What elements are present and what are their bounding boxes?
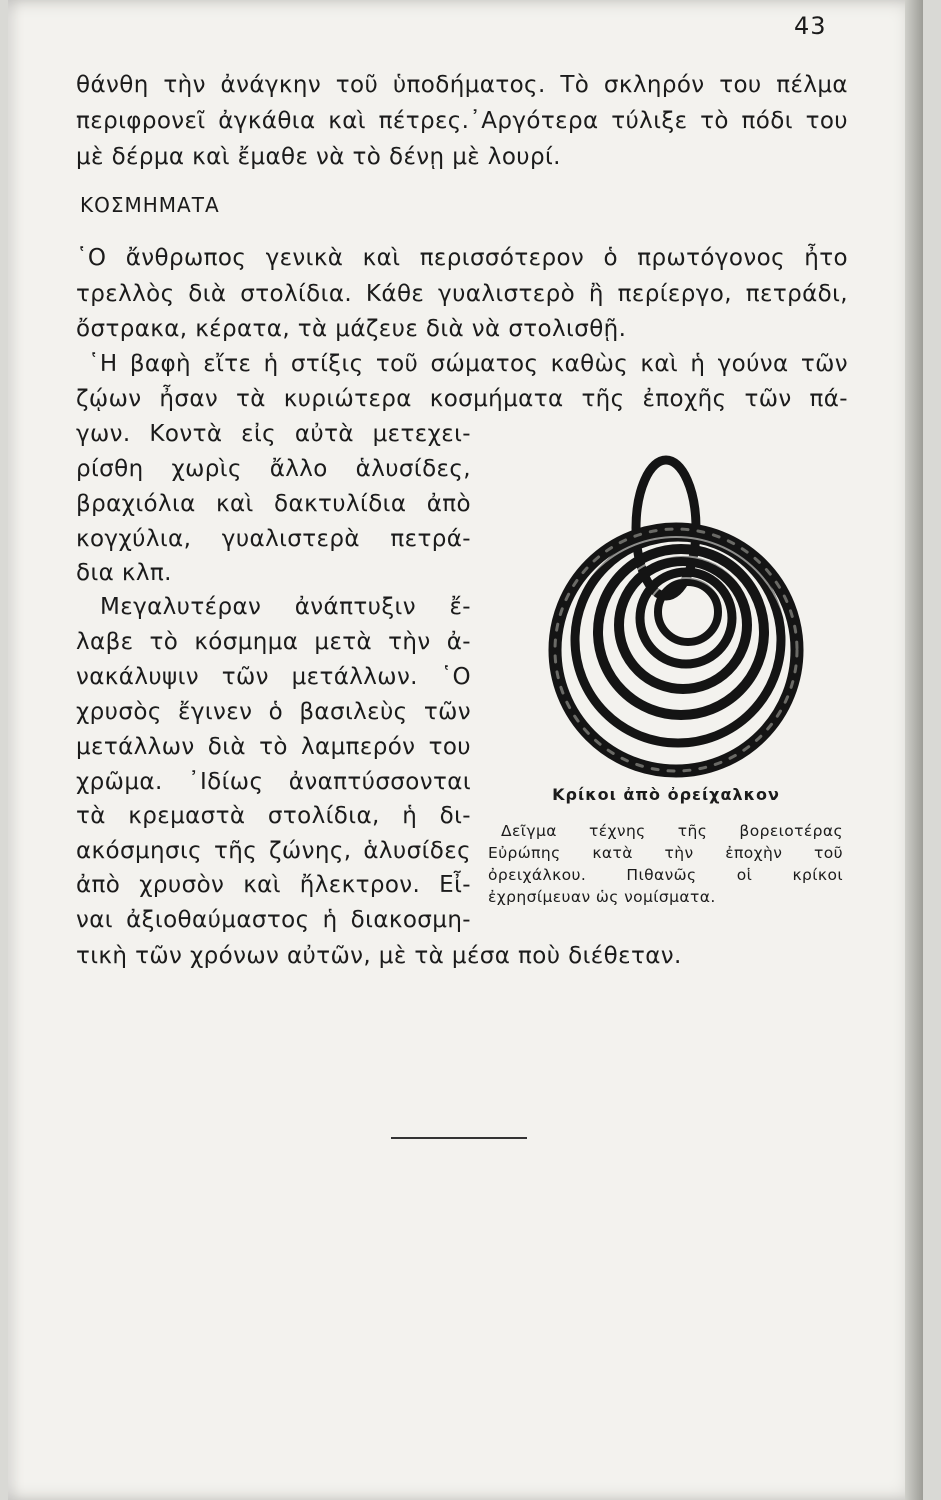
text-line: Μεγαλυτέραν ἀνάπτυξιν ἔ-	[100, 594, 471, 620]
text-line: τρελλὸς διὰ στολίδια. Κάθε γυαλιστερὸ ἢ περίεργο, πετράδι,	[76, 281, 848, 307]
text-line: περιφρονεῖ ἀγκάθια καὶ πέτρες.᾿Αργότερα τύλιξε τὸ πόδι του	[76, 108, 848, 134]
text-line: βραχιόλια καὶ δακτυλίδια ἀπὸ	[76, 491, 471, 517]
text-line: μετάλλων διὰ τὸ λαμπερόν του	[76, 734, 471, 760]
text-line: λαβε τὸ κόσμημα μετὰ τὴν ἀ-	[76, 629, 471, 655]
divider-rule	[391, 1137, 527, 1139]
text-line: χρυσὸς ἔγινεν ὁ βασιλεὺς τῶν	[76, 699, 471, 725]
bronze-rings-icon	[536, 450, 806, 780]
text-line: τὰ κρεμαστὰ στολίδια, ἡ δι-	[76, 803, 471, 829]
text-line: τικὴ τῶν χρόνων αὐτῶν, μὲ τὰ μέσα ποὺ διέθεταν.	[76, 943, 682, 969]
page-edge	[905, 0, 923, 1500]
text-line: ἀπὸ χρυσὸν καὶ ἤλεκτρον. Εἶ-	[76, 872, 471, 898]
text-line: κογχύλια, γυαλιστερὰ πετρά-	[76, 526, 471, 552]
figure-caption-line: Δεῖγμα τέχνης τῆς βορειοτέρας	[501, 822, 843, 840]
text-line: ῾Η βαφὴ εἴτε ἡ στίξις τοῦ σώματος καθὼς καὶ ἡ γούνα τῶν	[88, 351, 848, 377]
text-line: μὲ δέρμα καὶ ἔμαθε νὰ τὸ δένῃ μὲ λουρί.	[76, 144, 561, 170]
text-line: ὄστρακα, κέρατα, τὰ μάζευε διὰ νὰ στολισθῇ.	[76, 316, 627, 342]
text-line: χρῶμα. ᾿Ιδίως ἀναπτύσσονται	[76, 769, 471, 795]
text-line: δια κλπ.	[76, 560, 172, 586]
text-line: ναι ἀξιοθαύμαστος ἡ διακοσμη-	[76, 907, 471, 933]
text-line: ακόσμησις τῆς ζώνης, ἁλυσίδες	[76, 838, 471, 864]
figure-caption-line: ἐχρησίμευαν ὡς νομίσματα.	[488, 888, 716, 906]
section-heading: ΚΟΣΜΗΜΑΤΑ	[80, 193, 220, 217]
figure-caption-title: Κρίκοι ἀπὸ ὀρείχαλκον	[552, 785, 780, 804]
text-line: θάνθη τὴν ἀνάγκην τοῦ ὑποδήματος. Τὸ σκληρόν του πέλμα	[76, 72, 848, 98]
page-number: 43	[794, 12, 827, 40]
text-line: ῾Ο ἄνθρωπος γενικὰ καὶ περισσότερον ὁ πρωτόγονος ἦτο	[76, 245, 848, 271]
text-line: νακάλυψιν τῶν μετάλλων. ῾Ο	[76, 664, 471, 690]
figure-caption-line: Εὐρώπης κατὰ τὴν ἐποχὴν τοῦ	[488, 844, 843, 862]
text-line: γων. Κοντὰ εἰς αὐτὰ μετεχει-	[76, 421, 471, 447]
text-line: ζῴων ἦσαν τὰ κυριώτερα κοσμήματα τῆς ἐποχῆς τῶν πά-	[76, 386, 848, 412]
figure-caption-line: ὀρειχάλκου. Πιθανῶς οἱ κρίκοι	[488, 866, 843, 884]
text-line: ρίσθη χωρὶς ἄλλο ἁλυσίδες,	[76, 456, 471, 482]
book-page	[8, 0, 923, 1500]
